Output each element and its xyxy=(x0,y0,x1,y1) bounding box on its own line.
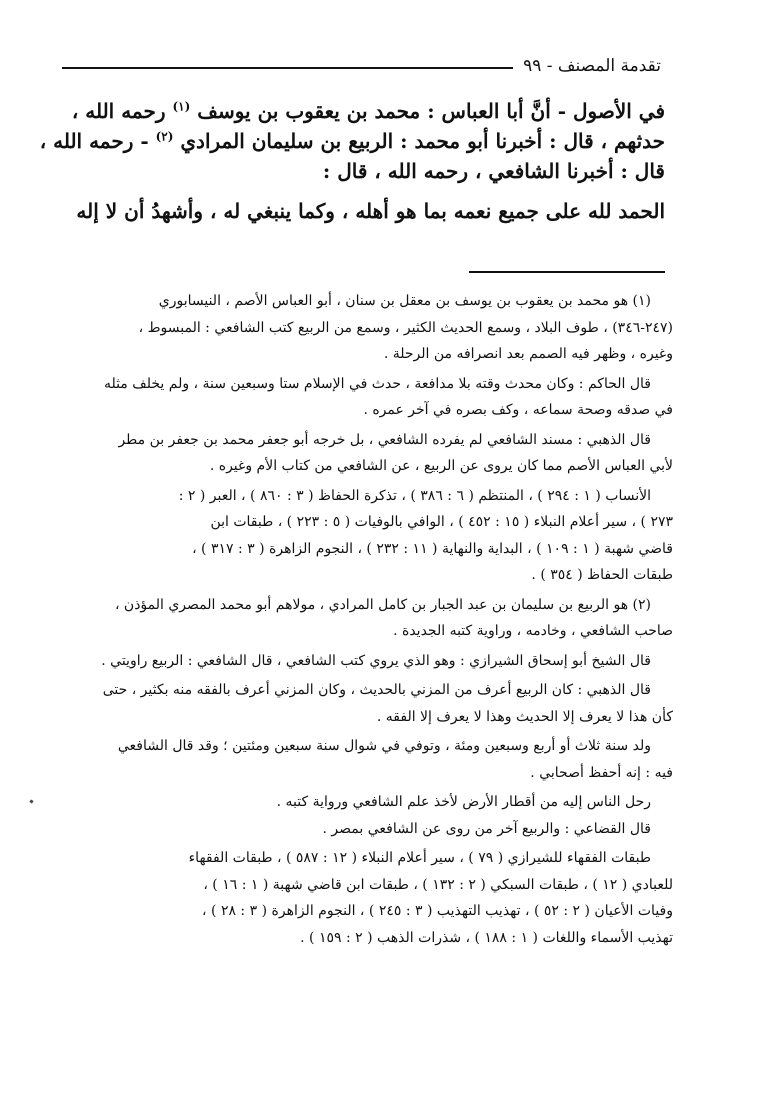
footnote-line: تهذيب الأسماء واللغات ( ١ : ١٨٨ ) ، شذرات الذهب ( ٢ : ١٥٩ ) . xyxy=(300,929,673,946)
footnote-line: قال القضاعي : والربيع آخر من روى عن الشافعي بمصر . xyxy=(322,820,651,837)
page-header-title: تقدمة المصنف - ٩٩ xyxy=(523,56,661,76)
footnote-line: للعبادي ( ١٢ ) ، طبقات السبكي ( ٢ : ١٣٢ ) ، طبقات ابن قاضي شهبة ( ١ : ١٦ ) ، xyxy=(203,876,673,893)
footnote-ref-1: (١) xyxy=(172,99,191,114)
footnote-line: صاحب الشافعي ، وخادمه ، وراوية كتبه الجديدة . xyxy=(393,623,673,639)
footnote-line: قال الحاكم : وكان محدث وقته بلا مدافعة ، حدث في الإسلام ستا وسبعين سنة ، ولم يخلف مثله xyxy=(103,375,651,392)
main-text-line-2-text: حدثهم ، قال : أخبرنا أبو محمد : الربيع بن سليمان المرادي xyxy=(180,129,665,153)
footnote-line: قال الشيخ أبو إسحاق الشيرازي : وهو الذي يروي كتب الشافعي ، قال الشافعي : الربيع راويتي . xyxy=(101,652,651,669)
main-text xyxy=(39,96,665,226)
footnote-line: طبقات الحفاظ ( ٣٥٤ ) . xyxy=(531,567,673,583)
footnote-line: في صدقه وصحة سماعه ، وكف بصره في آخر عمره . xyxy=(363,402,673,418)
header-rule xyxy=(62,67,513,69)
main-text-line-2 xyxy=(39,126,665,156)
footnote-ref-2: (٢) xyxy=(155,129,174,144)
footnote-separator xyxy=(469,271,665,273)
margin-mark xyxy=(29,799,33,803)
main-text-line-4: الحمد لله على جميع نعمه بما هو أهله ، وكما ينبغي له ، وأشهدُ أن لا إله xyxy=(76,199,665,223)
footnote-line: (٢) هو الربيع بن سليمان بن عبد الجبار بن كامل المرادي ، مولاهم أبو محمد المصري المؤذن ، xyxy=(114,596,651,613)
footnote-line: رحل الناس إليه من أقطار الأرض لأخذ علم الشافعي ورواية كتبه . xyxy=(276,794,651,810)
main-text-line-3: قال : أخبرنا الشافعي ، رحمه الله ، قال : xyxy=(322,159,665,183)
running-header xyxy=(62,56,661,76)
footnote-line: لأبي العباس الأصم مما كان يروى عن الربيع ، عن الشافعي من كتاب الأم وغيره . xyxy=(209,458,673,474)
footnotes xyxy=(58,288,673,951)
footnote-line: ٢٧٣ ) ، سير أعلام النبلاء ( ١٥ : ٤٥٢ ) ، الوافي بالوفيات ( ٥ : ٢٢٣ ) ، طبقات ابن xyxy=(210,514,673,530)
main-text-line-2-end: - رحمه الله ، xyxy=(39,129,149,153)
footnote-line: قاضي شهبة ( ١ : ١٠٩ ) ، البداية والنهاية ( ١١ : ٢٣٢ ) ، النجوم الزاهرة ( ٣ : ٣١٧ ) ، xyxy=(192,540,673,557)
footnote-line: (٢٤٧-٣٤٦) ، طوف البلاد ، وسمع الحديث الكثير ، وسمع من الربيع كتب الشافعي : المبسوط ، xyxy=(138,319,673,336)
footnote-line: قال الذهبي : مسند الشافعي لم يفرده الشافعي ، بل خرجه أبو جعفر محمد بن جعفر بن مطر xyxy=(118,431,651,448)
footnote-line: وغيره ، وظهر فيه الصمم بعد انصرافه من الرحلة . xyxy=(383,346,673,362)
footnote-line: الأنساب ( ١ : ٢٩٤ ) ، المنتظم ( ٦ : ٣٨٦ ) ، تذكرة الحفاظ ( ٣ : ٨٦٠ ) ، العبر ( ٢ : xyxy=(178,487,651,504)
footnote-line: فيه : إنه أحفظ أصحابي . xyxy=(530,764,673,781)
main-text-line-1-text: في الأصول - أنَّ أبا العباس : محمد بن يعقوب بن يوسف xyxy=(197,99,665,123)
footnote-line: وفيات الأعيان ( ٢ : ٥٢ ) ، تهذيب التهذيب ( ٣ : ٢٤٥ ) ، النجوم الزاهرة ( ٣ : ٢٨ ) ، xyxy=(202,903,673,919)
footnote-line: ولد سنة ثلاث أو أربع وسبعين ومئة ، وتوفي في شوال سنة سبعين ومئتين ؛ وقد قال الشافعي xyxy=(117,738,651,754)
footnote-line: (١) هو محمد بن يعقوب بن يوسف بن معقل بن سنان ، أبو العباس الأصم ، النيسابوري xyxy=(158,293,651,309)
footnote-line: كأن هذا لا يعرف إلا الحديث وهذا لا يعرف إلا الفقه . xyxy=(376,708,673,725)
main-text-line-1 xyxy=(62,96,665,126)
main-text-line-1-end: رحمه الله ، xyxy=(71,99,166,123)
footnote-line: طبقات الفقهاء للشيرازي ( ٧٩ ) ، سير أعلام النبلاء ( ١٢ : ٥٨٧ ) ، طبقات الفقهاء xyxy=(188,850,651,866)
footnote-line: قال الذهبي : كان الربيع أعرف من المزني بالحديث ، وكان المزني أعرف بالفقه منه بكثير ، حتى xyxy=(102,682,651,698)
